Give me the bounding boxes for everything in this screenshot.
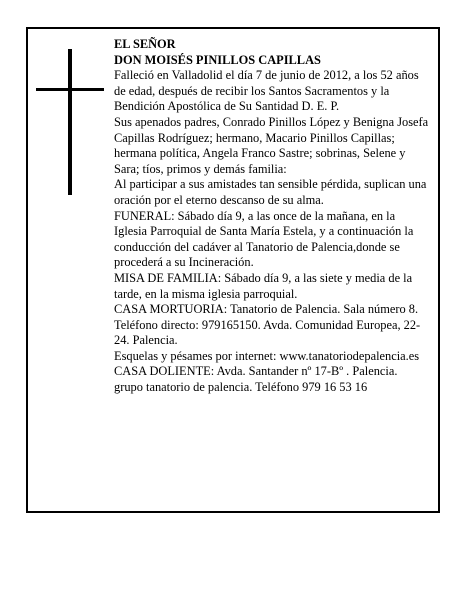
internet-condolences: Esquelas y pésames por internet: www.tanatoriodepalencia.es <box>114 348 420 363</box>
family-home-address: CASA DOLIENTE: Avda. Santander nº 17-Bº . Palencia. <box>114 364 398 379</box>
cross-icon <box>36 49 104 195</box>
family-mass-info: MISA DE FAMILIA: Sábado día 9, a las siete y media de la tarde, en la misma iglesia parroquial. <box>114 270 413 301</box>
death-announcement: Falleció en Valladolid el día 7 de junio de 2012, a los 52 años de edad, después de recibir los Santos Sacramentos y la Bendición Apostólica de Su Santidad D. E. P. <box>114 68 419 114</box>
prayer-request: Al participar a sus amistades tan sensible pérdida, suplican una oración por el eterno descanso de su alma. <box>114 177 427 207</box>
funeral-home-info: CASA MORTUORIA: Tanatorio de Palencia. Sala número 8. Teléfono directo: 979165150. Avda. Comunidad Europea, 22-24. Palencia. <box>114 302 421 348</box>
family-list: Sus apenados padres, Conrado Pinillos López y Benigna Josefa Capillas Rodríguez; hermano, Macario Pinillos Capillas; hermana política, Angela Franco Sastre; sobrinas, Selene y Sara; tíos, primos y demás familia: <box>114 114 429 176</box>
obituary-text <box>114 37 430 396</box>
funeral-group-phone: grupo tanatorio de palencia. Teléfono 979 16 53 16 <box>114 380 368 395</box>
cross-vertical-bar <box>68 49 72 195</box>
funeral-info: FUNERAL: Sábado día 9, a las once de la mañana, en la Iglesia Parroquial de Santa María Estela, y a continuación la conducción del cadáver al Tanatorio de Palencia,donde se procederá a su Incineración. <box>114 208 414 270</box>
cross-horizontal-bar <box>36 88 104 91</box>
deceased-name: DON MOISÉS PINILLOS CAPILLAS <box>114 52 321 67</box>
header-title: EL SEÑOR <box>114 37 176 51</box>
